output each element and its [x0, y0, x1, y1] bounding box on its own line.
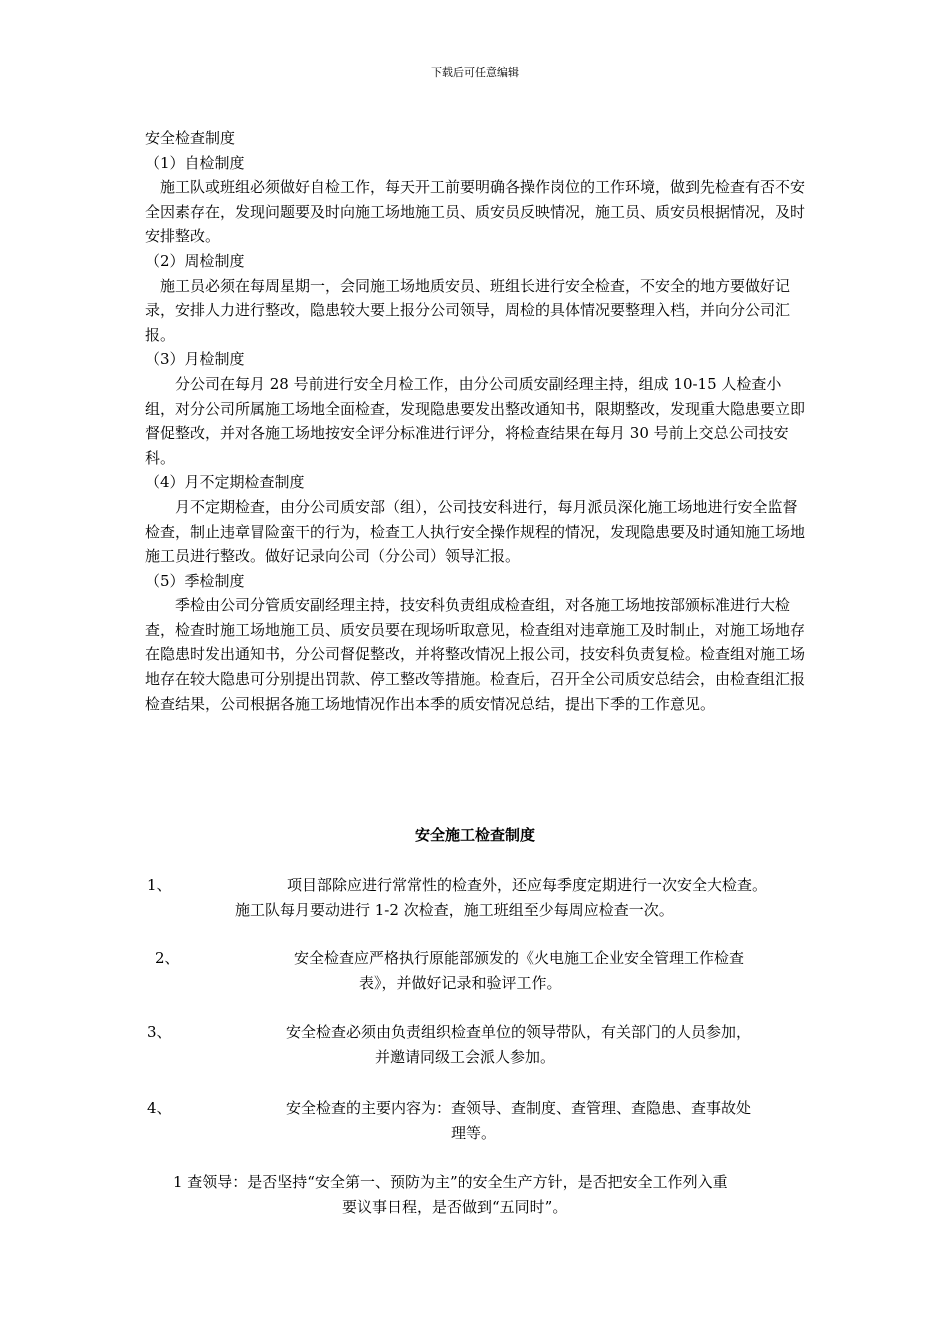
section-safety-inspection: [145, 126, 811, 716]
sub-item-line-2: 要议事日程，是否做到“五同时”。: [342, 1198, 568, 1216]
subsection-title-2: （2）周检制度: [145, 251, 245, 270]
item-number: 3、: [147, 1023, 172, 1041]
item-number: 2、: [155, 949, 180, 967]
subsection-title-5: （5）季检制度: [145, 571, 245, 590]
paragraph-4: 月不定期检查，由分公司质安部（组），公司技安科进行，每月派员深化施工场地进行安全监督检查，制止违章冒险蛮干的行为，检查工人执行安全操作规程的情况，发现隐患要及时通知施工场地施工员进行整改。做好记录向公司（分公司）领导汇报。: [145, 497, 806, 566]
item-number: 4、: [147, 1099, 172, 1117]
paragraph-3: 分公司在每月 28 号前进行安全月检工作，由分公司质安副经理主持，组成 10-15 人检查小组，对分公司所属施工场地全面检查，发现隐患要发出整改通知书，限期整改，发现重大隐患要立即督促整改，并对各施工场地按安全评分标准进行评分，将检查结果在每月 30 号前上交总公司技安科。: [145, 374, 806, 467]
item-line-1: 安全检查的主要内容为：查领导、查制度、查管理、查隐患、查事故处: [286, 1099, 752, 1117]
subsection-title-1: （1）自检制度: [145, 153, 245, 172]
paragraph-5: 季检由公司分管质安副经理主持，技安科负责组成检查组，对各施工场地按部颁标准进行大检查，检查时施工场地施工员、质安员要在现场听取意见，检查组对违章施工及时制止，对施工场地存在隐患时发出通知书，分公司督促整改，并将整改情况上报公司，技安科负责复检。检查组对施工场地存在较大隐患可分别提出罚款、停工整改等措施。检查后，召开全公司质安总结会，由检查组汇报检查结果，公司根据各施工场地情况作出本季的质安情况总结，提出下季的工作意见。: [145, 596, 806, 713]
item-line-1: 安全检查应严格执行原能部颁发的《火电施工企业安全管理工作检查: [294, 949, 745, 967]
section-title-construction: 安全施工检查制度: [414, 826, 535, 844]
section-title: 安全检查制度: [145, 129, 236, 147]
download-note: 下载后可任意编辑: [431, 66, 519, 79]
subsection-title-4: （4）月不定期检查制度: [145, 473, 305, 492]
item-line-2: 并邀请同级工会派人参加。: [375, 1048, 556, 1066]
subsection-title-3: （3）月检制度: [145, 350, 245, 369]
item-number: 1、: [147, 876, 172, 894]
item-line-2: 表》，并做好记录和验评工作。: [359, 974, 562, 992]
sub-item-line-1: 1 查领导：是否坚持“安全第一、预防为主”的安全生产方针，是否把安全工作列入重: [173, 1173, 728, 1191]
item-line-1: 安全检查必须由负责组织检查单位的领导带队，有关部门的人员参加，: [286, 1023, 752, 1041]
item-line-2: 施工队每月要动进行 1-2 次检查，施工班组至少每周应检查一次。: [235, 901, 674, 919]
paragraph-1: 施工队或班组必须做好自检工作，每天开工前要明确各操作岗位的工作环境，做到先检查有否不安全因素存在，发现问题要及时向施工场地施工员、质安员反映情况，施工员、质安员根据情况，及时安排整改。: [145, 178, 806, 246]
paragraph-2: 施工员必须在每周星期一，会同施工场地质安员、班组长进行安全检查，不安全的地方要做好记录，安排人力进行整改，隐患较大要上报分公司领导，周检的具体情况要整理入档，并向分公司汇报。: [145, 276, 791, 344]
item-line-1: 项目部除应进行常常性的检查外，还应每季度定期进行一次安全大检查。: [287, 876, 768, 894]
item-line-2: 理等。: [451, 1124, 497, 1142]
